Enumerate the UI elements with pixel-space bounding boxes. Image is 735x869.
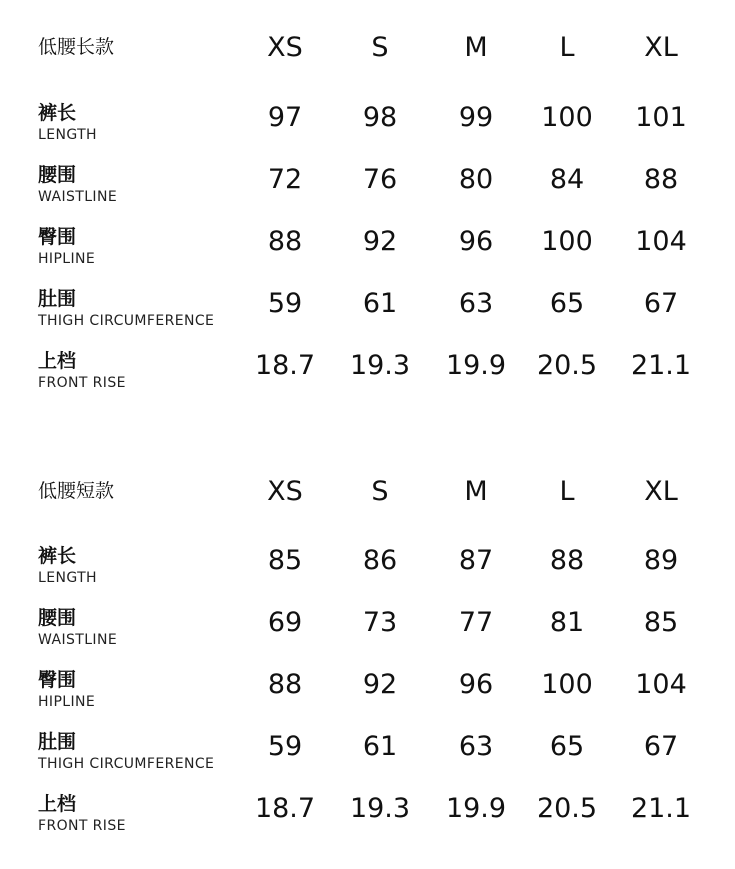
table-cell: 88 (643, 164, 679, 195)
size-header-xs: XS (267, 32, 303, 63)
table-header-row (0, 32, 735, 92)
table-row-thigh (0, 288, 735, 344)
table-cell: 19.3 (349, 350, 411, 381)
table-cell: 20.5 (536, 350, 598, 381)
row-label-zh: 肚围 (38, 731, 77, 753)
table-cell: 76 (362, 164, 398, 195)
row-label-zh: 裤长 (38, 545, 77, 567)
table-cell: 21.1 (630, 793, 692, 824)
table-cell: 19.9 (445, 350, 507, 381)
table-cell: 100 (541, 669, 593, 700)
size-header-l: L (559, 476, 575, 507)
table-cell: 99 (458, 102, 494, 133)
row-label-zh: 裤长 (38, 102, 77, 124)
size-header-m: M (464, 32, 488, 63)
table-row-hipline (0, 669, 735, 725)
table-cell: 77 (458, 607, 494, 638)
table-cell: 100 (541, 226, 593, 257)
table-cell: 18.7 (254, 350, 316, 381)
table-cell: 59 (267, 731, 303, 762)
table-cell: 61 (362, 288, 398, 319)
table-cell: 86 (362, 545, 398, 576)
row-label-en: FRONT RISE (38, 375, 126, 391)
table-cell: 80 (458, 164, 494, 195)
table-cell: 87 (458, 545, 494, 576)
table-cell: 100 (541, 102, 593, 133)
size-header-xl: XL (644, 32, 678, 63)
row-label-en: LENGTH (38, 127, 97, 143)
table-cell: 84 (549, 164, 585, 195)
table-cell: 59 (267, 288, 303, 319)
table-cell: 92 (362, 226, 398, 257)
row-label-en: THIGH CIRCUMFERENCE (38, 756, 215, 772)
table-cell: 63 (458, 731, 494, 762)
row-label-en: WAISTLINE (38, 632, 118, 648)
table-cell: 96 (458, 669, 494, 700)
size-header-xl: XL (644, 476, 678, 507)
table-row-length (0, 102, 735, 158)
table-cell: 89 (643, 545, 679, 576)
row-label-en: WAISTLINE (38, 189, 118, 205)
table-cell: 20.5 (536, 793, 598, 824)
table-cell: 88 (549, 545, 585, 576)
table-row-length (0, 545, 735, 601)
size-header-m: M (464, 476, 488, 507)
table-row-waistline (0, 164, 735, 220)
table-cell: 67 (643, 288, 679, 319)
table-cell: 104 (635, 226, 687, 257)
table-cell: 85 (643, 607, 679, 638)
table-cell: 69 (267, 607, 303, 638)
table-cell: 67 (643, 731, 679, 762)
table-cell: 65 (549, 288, 585, 319)
table-header-row (0, 476, 735, 536)
row-label-en: THIGH CIRCUMFERENCE (38, 313, 215, 329)
row-label-zh: 上档 (38, 793, 77, 815)
size-header-l: L (559, 32, 575, 63)
table-cell: 88 (267, 226, 303, 257)
row-label-zh: 臀围 (38, 669, 77, 691)
table-cell: 63 (458, 288, 494, 319)
table-title: 低腰短款 (38, 480, 115, 502)
row-label-zh: 腰围 (38, 164, 77, 186)
table-cell: 104 (635, 669, 687, 700)
size-header-s: S (371, 32, 389, 63)
table-row-front-rise (0, 793, 735, 849)
table-cell: 72 (267, 164, 303, 195)
table-cell: 18.7 (254, 793, 316, 824)
table-row-front-rise (0, 350, 735, 406)
row-label-en: LENGTH (38, 570, 97, 586)
table-cell: 97 (267, 102, 303, 133)
row-label-zh: 臀围 (38, 226, 77, 248)
table-title: 低腰长款 (38, 36, 115, 58)
row-label-zh: 腰围 (38, 607, 77, 629)
size-header-s: S (371, 476, 389, 507)
row-label-en: FRONT RISE (38, 818, 126, 834)
table-row-thigh (0, 731, 735, 787)
row-label-en: HIPLINE (38, 251, 96, 267)
row-label-en: HIPLINE (38, 694, 96, 710)
table-cell: 85 (267, 545, 303, 576)
table-cell: 92 (362, 669, 398, 700)
table-cell: 21.1 (630, 350, 692, 381)
table-cell: 88 (267, 669, 303, 700)
table-cell: 73 (362, 607, 398, 638)
size-header-xs: XS (267, 476, 303, 507)
table-cell: 65 (549, 731, 585, 762)
row-label-zh: 上档 (38, 350, 77, 372)
table-cell: 98 (362, 102, 398, 133)
table-cell: 19.3 (349, 793, 411, 824)
table-cell: 19.9 (445, 793, 507, 824)
table-cell: 81 (549, 607, 585, 638)
table-row-hipline (0, 226, 735, 282)
table-cell: 101 (635, 102, 687, 133)
row-label-zh: 肚围 (38, 288, 77, 310)
table-row-waistline (0, 607, 735, 663)
table-cell: 96 (458, 226, 494, 257)
table-cell: 61 (362, 731, 398, 762)
